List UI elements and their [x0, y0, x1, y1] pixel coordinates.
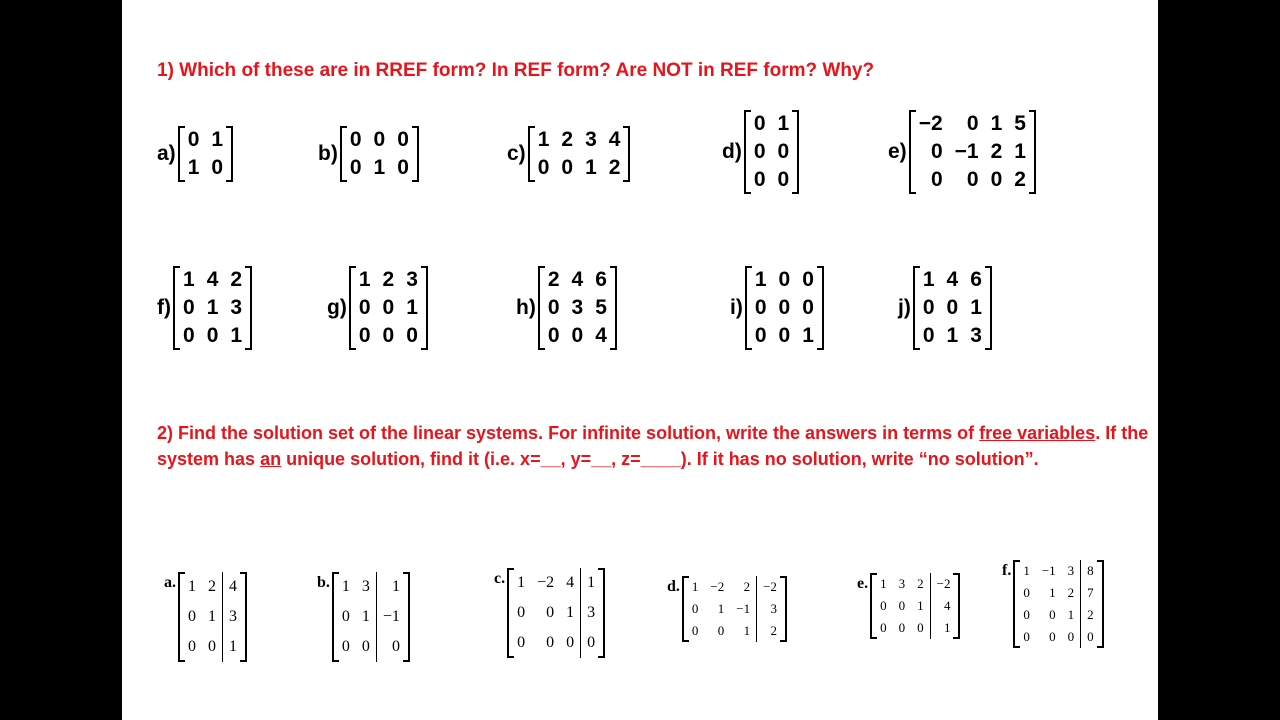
matrix-item	[318, 126, 419, 182]
matrix-cell: 2	[917, 576, 924, 591]
matrix-cell: 2	[608, 156, 621, 179]
matrix-label: e.	[857, 575, 869, 592]
matrix-cell: 0	[406, 324, 418, 347]
matrix-cell: 0	[382, 296, 395, 319]
matrix-cell: 1	[580, 568, 601, 598]
matrix-cell: 0	[373, 128, 386, 151]
matrix-cell: 0	[946, 296, 959, 319]
matrix-item	[516, 266, 617, 350]
matrix-item	[327, 266, 428, 350]
matrix-item	[157, 126, 233, 182]
matrix-cell: 4	[946, 268, 959, 291]
matrix	[340, 126, 419, 182]
matrix-cell: 3	[230, 296, 243, 319]
matrix-label: b)	[318, 142, 338, 165]
matrix-cell: 2	[561, 128, 574, 151]
matrix-item	[164, 572, 247, 662]
matrix-cell: −1	[376, 602, 406, 632]
matrix-cell: 1	[1067, 607, 1075, 622]
matrix-cell: −1	[1041, 563, 1056, 578]
matrix-cell: 0	[802, 268, 814, 291]
matrix-cell: 0	[188, 608, 196, 625]
matrix	[528, 126, 631, 182]
matrix-item	[1002, 560, 1104, 648]
matrix-cell: 0	[753, 168, 766, 191]
matrix-cell: 1	[188, 578, 196, 595]
matrix-cell: 1	[917, 598, 924, 613]
matrix-cell: 6	[595, 268, 607, 291]
matrix-cell: 0	[547, 296, 560, 319]
matrix-label: b.	[317, 574, 330, 591]
matrix-cell: 7	[1080, 582, 1100, 604]
matrix-cell: 0	[206, 324, 219, 347]
matrix	[745, 266, 824, 350]
matrix-cell: 0	[691, 601, 699, 616]
matrix-cell: 2	[230, 268, 243, 291]
matrix-item	[157, 266, 252, 350]
matrix-cell: 1	[585, 156, 597, 179]
matrix	[744, 110, 799, 194]
matrix-cell: 0	[717, 623, 725, 638]
matrix-label: e)	[888, 140, 907, 163]
matrix	[349, 266, 428, 350]
matrix	[538, 266, 617, 350]
matrix-label: d)	[722, 140, 742, 163]
matrix-cell: 1	[880, 576, 887, 591]
matrix-cell: 1	[537, 128, 550, 151]
matrix-cell: 0	[930, 140, 943, 163]
matrix-label: j)	[898, 296, 911, 319]
matrix-label: c.	[494, 570, 506, 587]
matrix-cell: 1	[187, 156, 200, 179]
matrix-cell: 0	[754, 324, 767, 347]
matrix-cell: 0	[990, 168, 1003, 191]
matrix-item	[507, 126, 630, 182]
matrix-cell: 0	[966, 112, 979, 135]
matrix-cell: 1	[206, 296, 219, 319]
matrix-cell: 3	[756, 598, 783, 620]
matrix-cell: 0	[382, 324, 395, 347]
matrix-cell: 0	[922, 296, 935, 319]
matrix-cell: 0	[546, 634, 555, 651]
matrix-cell: 4	[571, 268, 584, 291]
matrix-item	[857, 573, 960, 639]
matrix-cell: 0	[691, 623, 699, 638]
matrix-cell: 1	[517, 574, 526, 591]
matrix-cell: −2	[537, 574, 555, 591]
matrix-cell: 3	[222, 602, 243, 632]
matrix-cell: 3	[1067, 563, 1075, 578]
matrix-cell: −2	[918, 112, 943, 135]
matrix-cell: 0	[753, 140, 766, 163]
matrix-cell: 1	[717, 601, 725, 616]
matrix-label: i)	[730, 296, 743, 319]
matrix-cell: 3	[898, 576, 906, 591]
matrix	[1013, 560, 1103, 648]
q2-text: unique solution, find it (i.e. x=__, y=__, z=____). If it has no solution, write “no solution”.	[281, 449, 1039, 469]
matrix-cell: −2	[930, 573, 957, 595]
matrix-label: h)	[516, 296, 536, 319]
matrix-cell: 0	[517, 604, 526, 621]
matrix-cell: 1	[222, 632, 243, 662]
matrix-cell: 0	[571, 324, 584, 347]
matrix-cell: 3	[361, 578, 370, 595]
q2-text: . If the	[1095, 423, 1149, 443]
matrix	[173, 266, 252, 350]
matrix-cell: −2	[756, 576, 783, 598]
matrix-cell: 0	[930, 168, 943, 191]
q2-text: 2) Find the solution set of the linear systems. For infinite solution, write the answers in terms of	[157, 423, 980, 443]
matrix-label: a.	[164, 574, 176, 591]
matrix-cell: −1	[954, 140, 979, 163]
matrix-cell: 0	[397, 128, 409, 151]
matrix-cell: 0	[361, 638, 370, 655]
matrix-cell: 4	[206, 268, 219, 291]
matrix-cell: 1	[361, 608, 370, 625]
matrix	[909, 110, 1036, 194]
matrix	[913, 266, 992, 350]
matrix-cell: 1	[373, 156, 386, 179]
matrix-label: d.	[667, 578, 680, 595]
matrix-cell: 0	[1049, 629, 1056, 644]
matrix-cell: 0	[397, 156, 409, 179]
matrix-cell: 0	[1080, 626, 1100, 648]
matrix-cell: 1	[930, 617, 957, 639]
matrix-cell: 0	[358, 296, 371, 319]
matrix-cell: 3	[585, 128, 597, 151]
matrix-cell: 1	[691, 579, 699, 594]
matrix-cell: 6	[970, 268, 982, 291]
matrix-cell: −2	[710, 579, 725, 594]
matrix-cell: 0	[880, 598, 887, 613]
matrix-cell: 0	[566, 634, 575, 651]
matrix-cell: −1	[736, 601, 751, 616]
matrix	[682, 576, 787, 642]
matrix-cell: 0	[188, 638, 196, 655]
matrix-cell: 1	[970, 296, 982, 319]
matrix-cell: 0	[183, 296, 195, 319]
matrix-cell: 0	[802, 296, 814, 319]
matrix-cell: 1	[743, 623, 751, 638]
matrix-cell: 4	[222, 572, 243, 602]
matrix-item	[898, 266, 992, 350]
matrix-cell: 0	[211, 156, 224, 179]
matrix-cell: 0	[547, 324, 560, 347]
matrix-cell: 0	[922, 324, 935, 347]
matrix-cell: 0	[376, 632, 406, 662]
matrix-cell: 1	[376, 572, 406, 602]
matrix-cell: 0	[777, 140, 790, 163]
matrix-item	[722, 110, 799, 194]
matrix-cell: 0	[898, 598, 906, 613]
matrix-cell: 1	[406, 296, 418, 319]
matrix	[332, 572, 410, 662]
matrix-cell: 0	[341, 608, 350, 625]
matrix	[178, 572, 247, 662]
matrix-cell: 1	[230, 324, 243, 347]
matrix-cell: 0	[517, 634, 526, 651]
matrix-cell: 0	[778, 268, 791, 291]
matrix-cell: 2	[1067, 585, 1075, 600]
matrix-cell: 4	[930, 595, 957, 617]
matrix-cell: 2	[743, 579, 751, 594]
matrix-cell: 1	[990, 112, 1003, 135]
matrix-cell: 0	[1067, 629, 1075, 644]
matrix-cell: 0	[208, 638, 216, 655]
matrix-cell: 0	[561, 156, 574, 179]
matrix-item	[730, 266, 824, 350]
matrix-cell: 2	[382, 268, 395, 291]
matrix-cell: 0	[537, 156, 550, 179]
matrix-label: c)	[507, 142, 526, 165]
matrix-cell: 0	[754, 296, 767, 319]
matrix-cell: 1	[566, 604, 575, 621]
question-2	[157, 420, 1152, 472]
matrix-cell: 1	[341, 578, 350, 595]
matrix-cell: 0	[580, 628, 601, 658]
matrix-item	[494, 568, 605, 658]
matrix-cell: 0	[777, 168, 790, 191]
matrix-cell: 2	[547, 268, 560, 291]
matrix-cell: 1	[754, 268, 767, 291]
matrix-label: g)	[327, 296, 347, 319]
matrix-cell: 1	[777, 112, 790, 135]
matrix-cell: 0	[778, 296, 791, 319]
matrix	[507, 568, 605, 658]
matrix-item	[317, 572, 410, 662]
matrix-cell: 0	[1023, 607, 1030, 622]
matrix-cell: 0	[1023, 629, 1030, 644]
matrix-cell: 0	[1049, 607, 1056, 622]
matrix-cell: 0	[183, 324, 195, 347]
matrix-cell: 4	[595, 324, 607, 347]
matrix-cell: 0	[753, 112, 766, 135]
matrix-cell: 0	[187, 128, 200, 151]
matrix-cell: 0	[966, 168, 979, 191]
matrix-cell: 1	[358, 268, 371, 291]
matrix-cell: 1	[1049, 585, 1056, 600]
matrix-cell: 1	[208, 608, 216, 625]
matrix-cell: 1	[1014, 140, 1026, 163]
matrix-cell: 0	[1023, 585, 1030, 600]
matrix-cell: 2	[1014, 168, 1026, 191]
matrix	[178, 126, 233, 182]
matrix-cell: 0	[917, 620, 924, 635]
matrix-cell: 3	[571, 296, 584, 319]
matrix-cell: 3	[406, 268, 418, 291]
q2-underlined: free variables	[979, 423, 1096, 443]
matrix-cell: 1	[211, 128, 224, 151]
q2-underlined: an	[260, 449, 282, 469]
matrix-cell: 4	[608, 128, 621, 151]
matrix-item	[667, 576, 787, 642]
matrix-cell: 0	[349, 128, 362, 151]
matrix-cell: 0	[880, 620, 887, 635]
matrix-cell: 1	[802, 324, 814, 347]
matrix-label: f)	[157, 296, 171, 319]
matrix-cell: 2	[990, 140, 1003, 163]
matrix-cell: 2	[1080, 604, 1100, 626]
matrix-cell: 2	[208, 578, 216, 595]
matrix-cell: 1	[183, 268, 195, 291]
matrix-cell: 2	[756, 620, 783, 642]
slide	[122, 0, 1158, 720]
q2-text: system has	[157, 449, 261, 469]
question-1: 1) Which of these are in RREF form? In REF form? Are NOT in REF form? Why?	[157, 60, 875, 81]
matrix-cell: 1	[946, 324, 959, 347]
matrix-cell: 0	[349, 156, 362, 179]
matrix-item	[888, 110, 1036, 194]
matrix-label: a)	[157, 142, 176, 165]
matrix-cell: 0	[778, 324, 791, 347]
matrix-cell: 8	[1080, 560, 1100, 582]
matrix-cell: 1	[1023, 563, 1030, 578]
matrix-cell: 3	[580, 598, 601, 628]
matrix-cell: 1	[922, 268, 935, 291]
matrix-cell: 0	[898, 620, 906, 635]
matrix-cell: 3	[970, 324, 982, 347]
matrix-cell: 5	[1014, 112, 1026, 135]
matrix-cell: 0	[546, 604, 555, 621]
matrix-cell: 0	[341, 638, 350, 655]
matrix-label: f.	[1002, 562, 1012, 579]
matrix-cell: 0	[358, 324, 371, 347]
matrix-cell: 4	[566, 574, 575, 591]
matrix	[870, 573, 960, 639]
matrix-cell: 5	[595, 296, 607, 319]
